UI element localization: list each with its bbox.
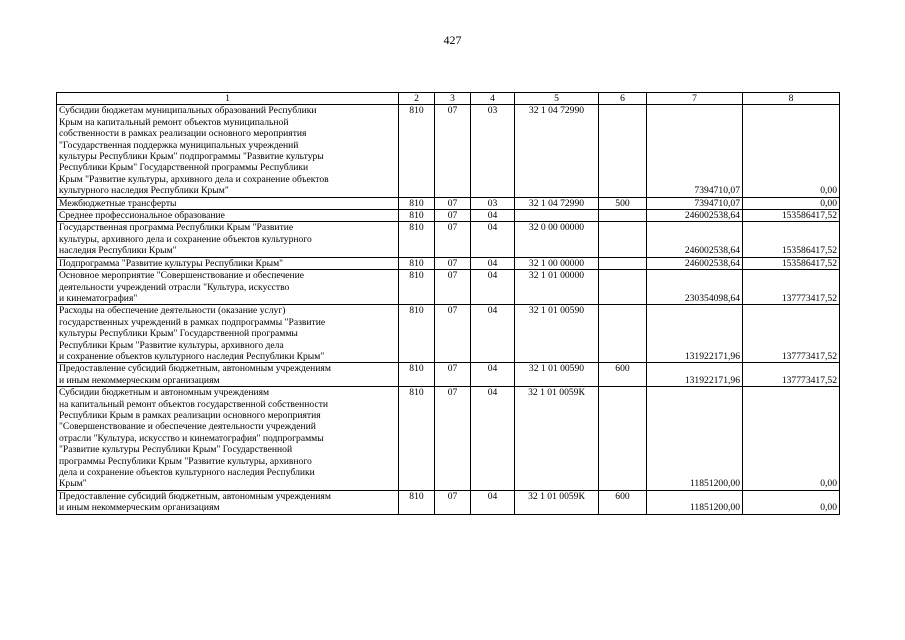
- amount-year-1: 11851200,00: [647, 387, 743, 491]
- expense-name: [57, 270, 399, 305]
- expense-name-line: "Государственная поддержка муниципальных учреждений: [59, 139, 299, 151]
- expense-name-line: Субсидии бюджетным и автономным учреждениям: [59, 387, 270, 399]
- expense-type-code: 600: [599, 363, 647, 387]
- amount-year-2: 153586417,52: [743, 222, 840, 257]
- expense-name-line: "Совершенствование и обеспечение деятельности учреждений: [59, 421, 316, 433]
- expense-name-line: Предоставление субсидий бюджетным, автономным учреждениям: [59, 363, 331, 375]
- section-code: 07: [435, 270, 471, 305]
- expense-name: [57, 363, 399, 387]
- column-number-8: 8: [743, 93, 840, 105]
- expense-name-line: Республики Крым "Развитие культуры, архивного дела: [59, 339, 284, 351]
- expense-name-line: культуры Республики Крым" подпрограммы "Развитие культуры: [59, 151, 324, 163]
- ministry-code: 810: [399, 363, 435, 387]
- amount-year-2: 137773417,52: [743, 270, 840, 305]
- expense-name: [57, 222, 399, 257]
- amount-year-1: 230354098,64: [647, 270, 743, 305]
- section-code: 07: [435, 210, 471, 222]
- subsection-code: 04: [471, 387, 515, 491]
- expense-name: [57, 257, 399, 269]
- expense-name-line: на капитальный ремонт объектов государственной собственности: [59, 398, 329, 410]
- ministry-code: 810: [399, 222, 435, 257]
- ministry-code: 810: [399, 257, 435, 269]
- expense-type-code: [599, 270, 647, 305]
- expense-name: [57, 197, 399, 209]
- expense-name: [57, 305, 399, 363]
- page-number: 427: [443, 33, 462, 47]
- expense-name-line: Республики Крым в рамках реализации основного мероприятия: [59, 409, 321, 421]
- amount-year-2: 0,00: [743, 387, 840, 491]
- subsection-code: 04: [471, 257, 515, 269]
- ministry-code: 810: [399, 387, 435, 491]
- target-article-code: 32 1 04 72990: [515, 105, 599, 197]
- expense-name-line: Крым "Развитие культуры, архивного дела и сохранение объектов: [59, 173, 329, 185]
- column-number-7: 7: [647, 93, 743, 105]
- expense-name-line: Основное мероприятие "Совершенствование и обеспечение: [59, 270, 305, 282]
- section-code: 07: [435, 105, 471, 197]
- amount-year-2: 137773417,52: [743, 363, 840, 387]
- expense-name-line: культурного наследия Республики Крым": [59, 185, 229, 197]
- expense-name: [57, 210, 399, 222]
- ministry-code: 810: [399, 105, 435, 197]
- ministry-code: 810: [399, 490, 435, 514]
- expense-type-code: 500: [599, 197, 647, 209]
- expense-name-line: Подпрограмма "Развитие культуры Республики Крым": [59, 257, 284, 269]
- amount-year-2: 153586417,52: [743, 257, 840, 269]
- table-row: [57, 363, 840, 387]
- amount-year-2: 0,00: [743, 105, 840, 197]
- target-article-code: 32 1 04 72990: [515, 197, 599, 209]
- subsection-code: 04: [471, 305, 515, 363]
- expense-name: [57, 490, 399, 514]
- subsection-code: 04: [471, 222, 515, 257]
- target-article-code: 32 1 01 0059К: [515, 387, 599, 491]
- expense-name: [57, 387, 399, 491]
- expense-name-line: Предоставление субсидий бюджетным, автономным учреждениям: [59, 490, 331, 502]
- amount-year-2: 153586417,52: [743, 210, 840, 222]
- ministry-code: 810: [399, 210, 435, 222]
- ministry-code: 810: [399, 305, 435, 363]
- amount-year-1: 11851200,00: [647, 490, 743, 514]
- expense-name: [57, 105, 399, 197]
- section-code: 07: [435, 490, 471, 514]
- expense-name-line: и иным некоммерческим организациям: [59, 374, 220, 386]
- column-number-1: 1: [57, 93, 399, 105]
- section-code: 07: [435, 197, 471, 209]
- expense-name-line: и кинематография": [59, 292, 138, 304]
- column-number-3: 3: [435, 93, 471, 105]
- amount-year-1: 246002538,64: [647, 210, 743, 222]
- expense-name-line: государственных учреждений в рамках подпрограммы "Развитие: [59, 316, 326, 328]
- expense-name-line: и иным некоммерческим организациям: [59, 502, 220, 514]
- expense-name-line: Субсидии бюджетам муниципальных образований Республики: [59, 105, 317, 117]
- ministry-code: 810: [399, 197, 435, 209]
- amount-year-1: 131922171,96: [647, 363, 743, 387]
- expense-name-line: Межбюджетные трансферты: [59, 197, 177, 209]
- expense-name-line: Государственная программа Республики Крым "Развитие: [59, 222, 294, 234]
- table-row: [57, 257, 840, 269]
- amount-year-1: 246002538,64: [647, 222, 743, 257]
- budget-table: [56, 92, 840, 515]
- expense-name-line: дела и сохранение объектов культурного наследия Республики: [59, 467, 315, 478]
- table-row: [57, 305, 840, 363]
- expense-name-line: культуры Республики Крым" Государственной программы: [59, 328, 298, 340]
- amount-year-2: 137773417,52: [743, 305, 840, 363]
- section-code: 07: [435, 257, 471, 269]
- target-article-code: 32 0 00 00000: [515, 222, 599, 257]
- expense-type-code: [599, 222, 647, 257]
- target-article-code: 32 1 01 0059К: [515, 490, 599, 514]
- expense-type-code: [599, 210, 647, 222]
- table-row: [57, 210, 840, 222]
- amount-year-1: 7394710,07: [647, 197, 743, 209]
- expense-name-line: Расходы на обеспечение деятельности (оказание услуг): [59, 305, 286, 317]
- subsection-code: 04: [471, 363, 515, 387]
- column-number-2: 2: [399, 93, 435, 105]
- target-article-code: 32 1 00 00000: [515, 257, 599, 269]
- amount-year-2: 0,00: [743, 197, 840, 209]
- section-code: 07: [435, 222, 471, 257]
- expense-name-line: наследия Республики Крым": [59, 245, 177, 257]
- column-number-6: 6: [599, 93, 647, 105]
- column-number-5: 5: [515, 93, 599, 105]
- expense-name-line: Среднее профессиональное образование: [59, 210, 225, 222]
- table-row: [57, 387, 840, 491]
- target-article-code: 32 1 01 00590: [515, 305, 599, 363]
- expense-type-code: 600: [599, 490, 647, 514]
- section-code: 07: [435, 363, 471, 387]
- table-row: [57, 197, 840, 209]
- expense-name-line: отрасли "Культура, искусство и кинематография" подпрограммы: [59, 432, 324, 444]
- expense-type-code: [599, 105, 647, 197]
- subsection-code: 04: [471, 270, 515, 305]
- expense-name-line: культуры, архивного дела и сохранение объектов культурного: [59, 233, 312, 245]
- target-article-code: [515, 210, 599, 222]
- budget-table-body: [57, 93, 840, 515]
- section-code: 07: [435, 387, 471, 491]
- expense-name-line: и сохранение объектов культурного наследия Республики Крым": [59, 350, 325, 362]
- table-row: [57, 270, 840, 305]
- expense-name-line: собственности в рамках реализации основного мероприятия: [59, 128, 307, 140]
- subsection-code: 03: [471, 105, 515, 197]
- expense-type-code: [599, 387, 647, 491]
- expense-name-line: программы Республики Крым "Развитие культуры, архивного: [59, 455, 312, 467]
- ministry-code: 810: [399, 270, 435, 305]
- amount-year-1: 246002538,64: [647, 257, 743, 269]
- table-row: [57, 222, 840, 257]
- subsection-code: 04: [471, 490, 515, 514]
- amount-year-2: 0,00: [743, 490, 840, 514]
- column-number-4: 4: [471, 93, 515, 105]
- subsection-code: 03: [471, 197, 515, 209]
- target-article-code: 32 1 01 00590: [515, 363, 599, 387]
- column-number-row: [57, 93, 840, 105]
- expense-name-line: Республики Крым" Государственной программы Республики: [59, 162, 309, 174]
- expense-name-line: Крым": [59, 478, 87, 490]
- section-code: 07: [435, 305, 471, 363]
- expense-name-line: Крым на капитальный ремонт объектов муниципальной: [59, 116, 289, 128]
- amount-year-1: 131922171,96: [647, 305, 743, 363]
- expense-name-line: деятельности учреждений отрасли "Культура, искусство: [59, 281, 290, 293]
- subsection-code: 04: [471, 210, 515, 222]
- expense-name-line: "Развитие культуры Республики Крым" Государственной: [59, 444, 293, 456]
- expense-type-code: [599, 305, 647, 363]
- target-article-code: 32 1 01 00000: [515, 270, 599, 305]
- table-row: [57, 105, 840, 197]
- expense-type-code: [599, 257, 647, 269]
- amount-year-1: 7394710,07: [647, 105, 743, 197]
- table-row: [57, 490, 840, 514]
